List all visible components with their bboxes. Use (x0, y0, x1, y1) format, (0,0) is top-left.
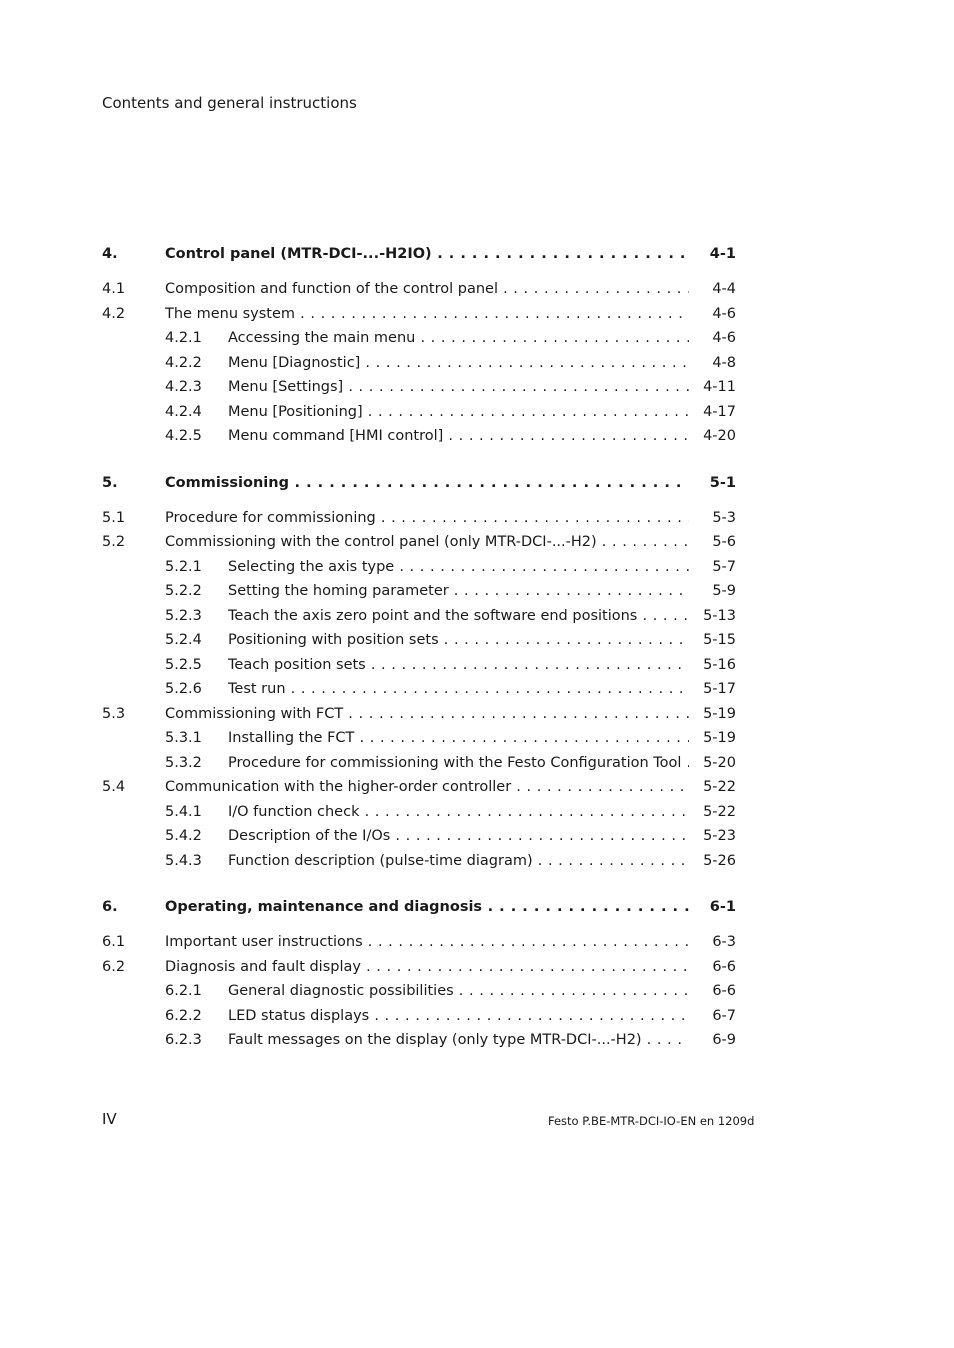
toc-number: 5.2 (102, 534, 126, 550)
toc-title-text: Communication with the higher-order controller (165, 779, 512, 795)
toc-title (228, 606, 689, 626)
toc-title (228, 1006, 689, 1026)
page-number: IV (102, 1110, 117, 1128)
toc-page: 5-7 (712, 558, 736, 575)
toc-page: 5-16 (703, 656, 736, 673)
toc-title (165, 279, 689, 299)
toc-entry[interactable] (102, 1030, 742, 1055)
toc-page: 5-17 (703, 681, 736, 697)
toc-entry[interactable] (102, 532, 742, 557)
toc-title (228, 802, 689, 822)
toc-chapter[interactable] (102, 244, 742, 268)
toc-entry[interactable] (102, 932, 742, 957)
toc-number: 6.1 (102, 934, 126, 950)
toc-page: 4-6 (712, 305, 736, 322)
toc-number: 4.2.2 (165, 354, 202, 371)
toc-number: 5.1 (102, 509, 126, 526)
toc-number: 5.2.2 (165, 583, 202, 599)
toc-title (165, 473, 689, 493)
toc-page: 5-6 (712, 534, 736, 550)
toc-title-text: Composition and function of the control panel (165, 281, 498, 297)
toc-number: 5.2.4 (165, 632, 202, 648)
toc-entry[interactable] (102, 377, 742, 402)
toc-entry[interactable] (102, 328, 742, 353)
toc-number: 5.2.5 (165, 656, 202, 673)
toc-chapter[interactable] (102, 473, 742, 497)
toc-number: 4.2.5 (165, 428, 202, 444)
toc-page: 5-3 (712, 509, 736, 526)
toc-title-text: Menu [Diagnostic] (228, 354, 361, 371)
toc-number: 4.2.4 (165, 403, 202, 420)
toc-entry[interactable] (102, 981, 742, 1006)
toc-title-text: The menu system (165, 305, 296, 322)
toc-title-text: General diagnostic possibilities (228, 983, 454, 999)
toc-title-text: Important user instructions (165, 934, 363, 950)
toc-entry[interactable] (102, 508, 742, 533)
toc-title (165, 704, 689, 724)
toc-page: 5-15 (703, 632, 736, 648)
toc-number: 5.4.2 (165, 828, 202, 844)
toc-title (228, 630, 689, 650)
toc-title-text: Installing the FCT (228, 730, 355, 746)
toc-entry[interactable] (102, 581, 742, 606)
toc-page: 5-1 (709, 474, 736, 491)
document-reference: Festo P.BE-MTR-DCI-IO-EN en 1209d (548, 1114, 755, 1128)
toc-page: 6-7 (712, 1007, 736, 1024)
toc-entry[interactable] (102, 704, 742, 729)
toc-page: 5-23 (703, 828, 736, 844)
toc-title-text: Positioning with position sets (228, 632, 439, 648)
toc-title (228, 981, 689, 1001)
toc-page: 5-26 (703, 852, 736, 869)
toc-number: 6.2 (102, 958, 126, 975)
toc-entry[interactable] (102, 957, 742, 982)
toc-title-text: Menu command [HMI control] (228, 428, 444, 444)
toc-title-text: Setting the homing parameter (228, 583, 449, 599)
toc-title (228, 557, 689, 577)
toc-page: 5-9 (712, 583, 736, 599)
toc-number: 5.2.3 (165, 607, 202, 624)
toc-number: 4.1 (102, 281, 126, 297)
toc-title-text: Test run (228, 681, 286, 697)
toc-title (165, 532, 689, 552)
toc-title (228, 728, 689, 748)
table-of-contents (102, 244, 742, 1055)
toc-number: 5.2.6 (165, 681, 202, 697)
toc-entry[interactable] (102, 402, 742, 427)
toc-title-text: Function description (pulse-time diagram) (228, 852, 533, 869)
toc-page: 5-19 (703, 730, 736, 746)
toc-title (165, 957, 689, 977)
toc-title (228, 851, 689, 871)
toc-page: 4-1 (709, 246, 736, 262)
toc-entry[interactable] (102, 353, 742, 378)
toc-title-text: Fault messages on the display (only type MTR-DCI-...-H2) (228, 1032, 642, 1048)
toc-title-text: Commissioning (165, 474, 289, 491)
toc-entry[interactable] (102, 826, 742, 851)
toc-entry[interactable] (102, 851, 742, 876)
toc-entry[interactable] (102, 1006, 742, 1031)
toc-title-text: Control panel (MTR-DCI-...-H2IO) (165, 246, 432, 262)
toc-page: 4-17 (703, 403, 736, 420)
toc-page: 4-6 (712, 330, 736, 346)
toc-page: 4-4 (712, 281, 736, 297)
toc-number: 4.2 (102, 305, 126, 322)
toc-number: 4.2.1 (165, 330, 202, 346)
toc-number: 5.2.1 (165, 558, 202, 575)
toc-title (228, 328, 689, 348)
toc-entry[interactable] (102, 655, 742, 680)
toc-title-text: Procedure for commissioning with the Festo Configuration Tool (228, 754, 682, 771)
toc-title (165, 897, 689, 917)
toc-page: 5-22 (703, 779, 736, 795)
toc-title (228, 655, 689, 675)
toc-title (165, 508, 689, 528)
toc-number: 5.3.1 (165, 730, 202, 746)
toc-title-text: I/O function check (228, 803, 360, 820)
toc-number: 5.4 (102, 779, 126, 795)
toc-title-text: Commissioning with the control panel (only MTR-DCI-...-H2) (165, 534, 597, 550)
toc-page: 5-19 (703, 705, 736, 722)
toc-title (228, 353, 689, 373)
toc-number: 6.2.2 (165, 1007, 202, 1024)
toc-entry[interactable] (102, 728, 742, 753)
toc-number: 6.2.1 (165, 983, 202, 999)
toc-entry[interactable] (102, 679, 742, 704)
toc-title (165, 244, 689, 264)
toc-title-text: Accessing the main menu (228, 330, 416, 346)
toc-number: 4.2.3 (165, 379, 202, 395)
toc-title (165, 777, 689, 797)
toc-page: 6-9 (712, 1032, 736, 1048)
toc-title (165, 932, 689, 952)
page-header: Contents and general instructions (102, 94, 357, 112)
toc-title (228, 679, 689, 699)
toc-title (228, 377, 689, 397)
toc-page: 5-22 (703, 803, 736, 820)
toc-number: 5.3.2 (165, 754, 202, 771)
toc-title (228, 826, 689, 846)
toc-page: 4-11 (703, 379, 736, 395)
toc-title-text: Diagnosis and fault display (165, 958, 361, 975)
toc-number: 5.4.3 (165, 852, 202, 869)
toc-page: 6-1 (709, 899, 736, 915)
toc-entry[interactable] (102, 606, 742, 631)
toc-title-text: Menu [Positioning] (228, 403, 363, 420)
toc-number: 5.4.1 (165, 803, 202, 820)
toc-title (228, 581, 689, 601)
toc-chapter[interactable] (102, 897, 742, 921)
toc-entry[interactable] (102, 279, 742, 304)
toc-entry[interactable] (102, 557, 742, 582)
toc-title-text: LED status displays (228, 1007, 370, 1024)
toc-number: 5.3 (102, 705, 126, 722)
toc-entry[interactable] (102, 426, 742, 451)
toc-title-text: Selecting the axis type (228, 558, 395, 575)
toc-entry[interactable] (102, 753, 742, 778)
toc-title (228, 1030, 689, 1050)
toc-entry[interactable] (102, 802, 742, 827)
toc-entry[interactable] (102, 630, 742, 655)
toc-number: 6.2.3 (165, 1032, 202, 1048)
toc-page: 5-13 (703, 607, 736, 624)
toc-title-text: Teach position sets (228, 656, 366, 673)
toc-title-text: Teach the axis zero point and the software end positions (228, 607, 638, 624)
toc-page: 6-6 (712, 983, 736, 999)
toc-page: 6-6 (712, 958, 736, 975)
toc-number: 4. (102, 246, 118, 262)
toc-page: 6-3 (712, 934, 736, 950)
toc-title-text: Procedure for commissioning (165, 509, 376, 526)
toc-title-text: Menu [Settings] (228, 379, 344, 395)
toc-title (165, 304, 689, 324)
toc-page: 4-20 (703, 428, 736, 444)
toc-number: 6. (102, 899, 118, 915)
toc-title (228, 753, 689, 773)
toc-entry[interactable] (102, 777, 742, 802)
toc-title (228, 402, 689, 422)
toc-title-text: Operating, maintenance and diagnosis (165, 899, 483, 915)
toc-title (228, 426, 689, 446)
toc-page: 4-8 (712, 354, 736, 371)
toc-title-text: Description of the I/Os (228, 828, 391, 844)
toc-page: 5-20 (703, 754, 736, 771)
toc-title-text: Commissioning with FCT (165, 705, 344, 722)
toc-entry[interactable] (102, 304, 742, 329)
toc-number: 5. (102, 474, 118, 491)
